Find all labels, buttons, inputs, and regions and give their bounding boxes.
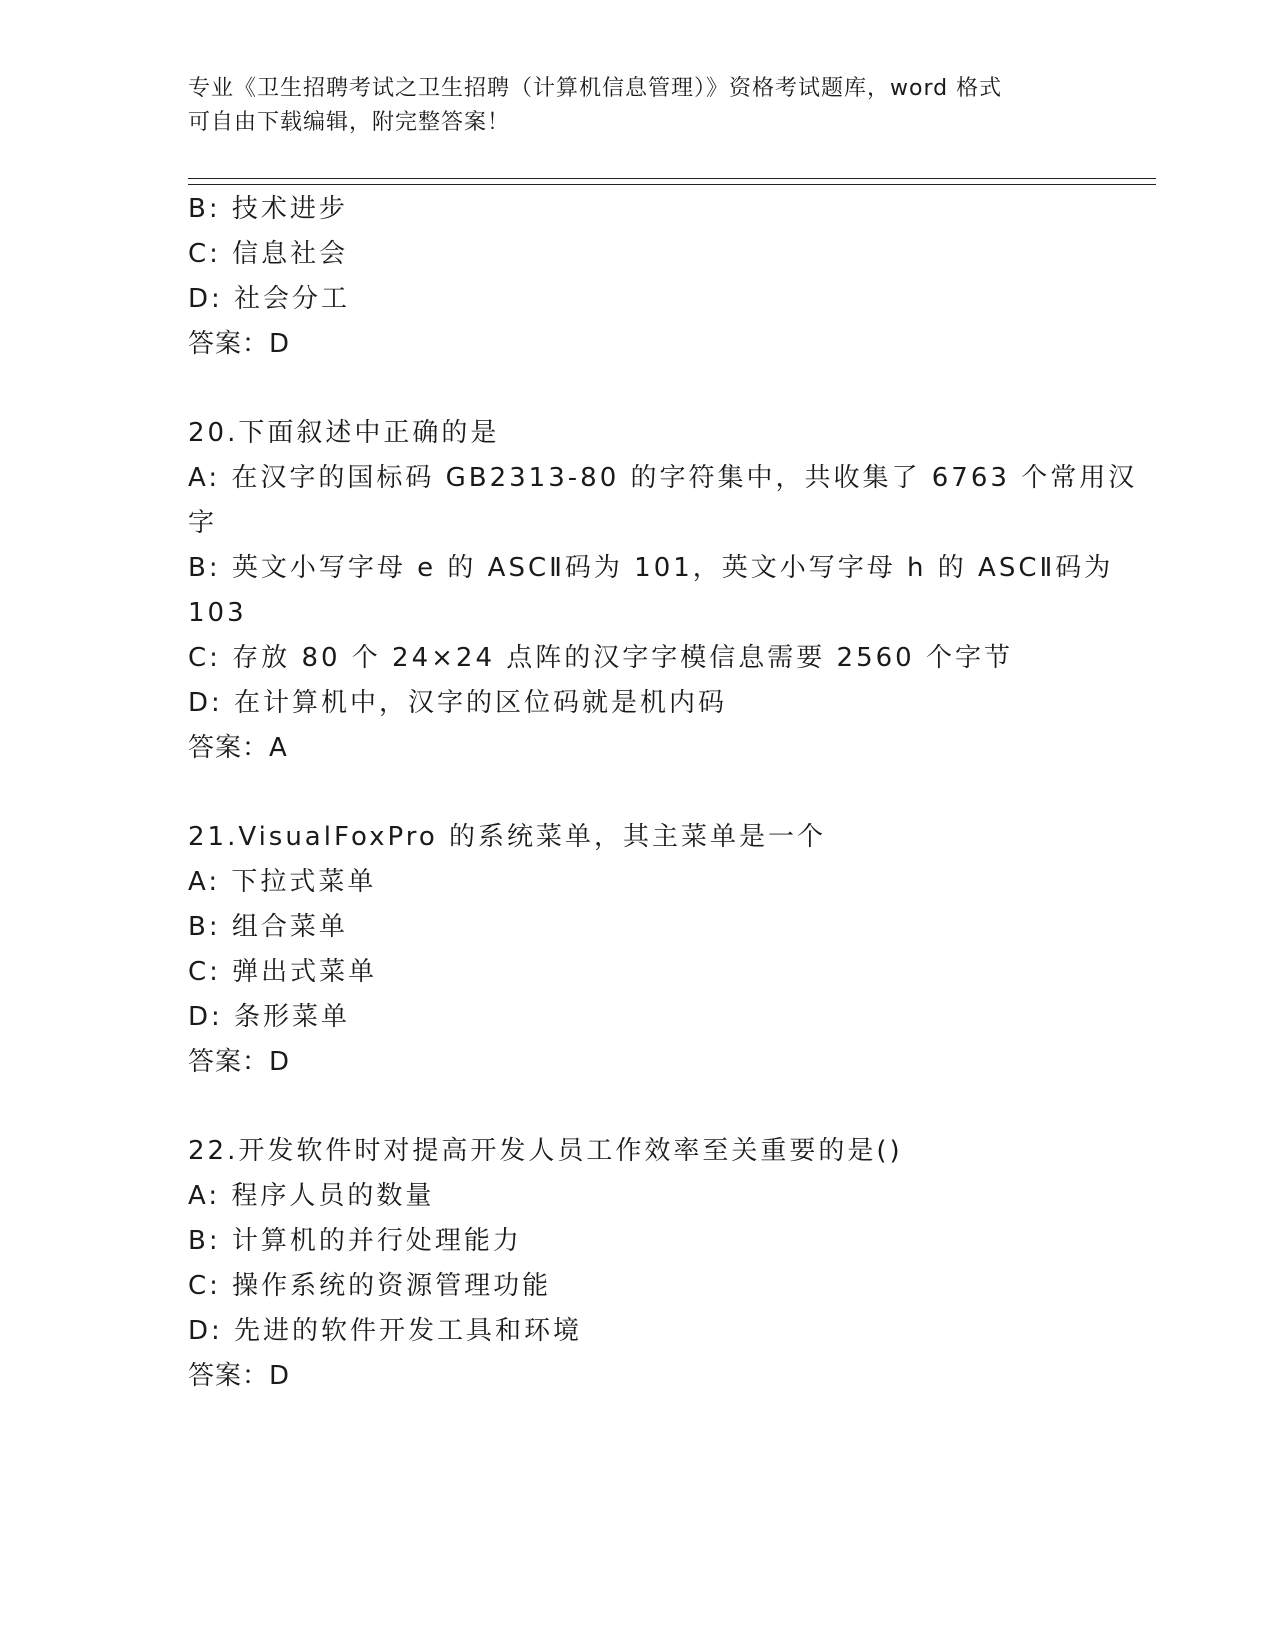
- q21-option-a: A: 下拉式菜单: [188, 867, 377, 897]
- header-line-2: 可自由下载编辑，附完整答案！: [188, 110, 511, 135]
- q20-option-b: B: 英文小写字母 e 的 ASCⅡ码为 101，英文小写字母 h 的 ASCⅡ码为: [188, 553, 1114, 583]
- q21-stem: 21.VisualFoxPro 的系统菜单，其主菜单是一个: [188, 822, 827, 852]
- q22-answer: 答案：D: [188, 1361, 291, 1391]
- q20-option-b-wrap: 103: [188, 598, 247, 628]
- q19-option-b: B: 技术进步: [188, 194, 348, 224]
- q20-stem: 20.下面叙述中正确的是: [188, 418, 500, 448]
- q20-option-a-wrap: 字: [188, 508, 218, 538]
- header-divider-bottom: [188, 184, 1156, 185]
- header-line-1: 专业《卫生招聘考试之卫生招聘（计算机信息管理）》资格考试题库，word 格式: [188, 76, 1003, 101]
- q22-option-c: C: 操作系统的资源管理功能: [188, 1271, 552, 1301]
- q19-option-c: C: 信息社会: [188, 239, 349, 269]
- q19-option-d: D: 社会分工: [188, 284, 351, 314]
- q20-answer: 答案：A: [188, 733, 288, 763]
- q22-option-b: B: 计算机的并行处理能力: [188, 1226, 522, 1256]
- q21-option-d: D: 条形菜单: [188, 1002, 351, 1032]
- header-divider-top: [188, 178, 1156, 179]
- q22-option-d: D: 先进的软件开发工具和环境: [188, 1316, 583, 1346]
- q21-option-b: B: 组合菜单: [188, 912, 348, 942]
- q20-option-c: C: 存放 80 个 24×24 点阵的汉字字模信息需要 2560 个字节: [188, 643, 1013, 673]
- q22-option-a: A: 程序人员的数量: [188, 1181, 435, 1211]
- q22-stem: 22.开发软件时对提高开发人员工作效率至关重要的是(): [188, 1136, 903, 1166]
- document-header: [188, 72, 1068, 140]
- q21-answer: 答案：D: [188, 1047, 291, 1077]
- q19-answer: 答案：D: [188, 329, 291, 359]
- q21-option-c: C: 弹出式菜单: [188, 957, 378, 987]
- q20-option-a: A: 在汉字的国标码 GB2313-80 的字符集中，共收集了 6763 个常用汉: [188, 463, 1138, 493]
- q20-option-d: D: 在计算机中，汉字的区位码就是机内码: [188, 688, 728, 718]
